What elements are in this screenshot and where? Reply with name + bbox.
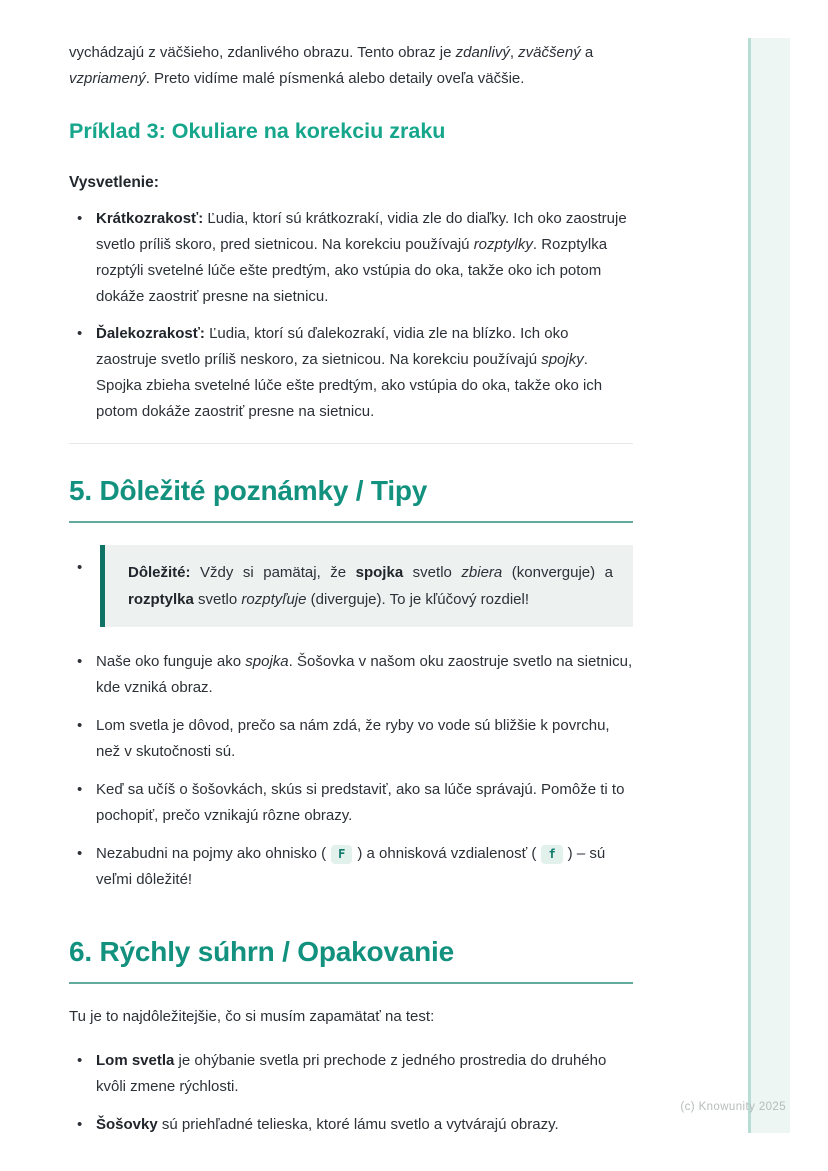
summary-lead: Tu je to najdôležitejšie, čo si musím zapamätať na test: — [69, 1008, 435, 1025]
tip-item-oko: • Naše oko funguje ako spojka. Šošovka v našom oku zaostruje svetlo na sietnicu, kde vzniká obraz. — [96, 649, 633, 701]
term-bold: Lom svetla — [96, 1052, 175, 1069]
summary-list — [69, 1048, 633, 1138]
summary-item-lom-svetla: • Lom svetla je ohýbanie svetla pri prechode z jedného prostredia do druhého kvôli zmene rýchlosti. — [96, 1048, 633, 1100]
tip-item-lom: • Lom svetla je dôvod, prečo sa nám zdá, že ryby vo vode sú bližšie k povrchu, než v skutočnosti sú. — [96, 713, 633, 765]
tip-item-pojmy: • Nezabudni na pojmy ako ohnisko ( F ) a ohnisková vzdialenosť ( f ) – sú veľmi dôležité! — [96, 841, 633, 893]
explanation-list — [69, 206, 633, 425]
code-chip-F: F — [331, 845, 352, 864]
list-item-kratkozrakost: • Krátkozrakosť: Ľudia, ktorí sú krátkozrakí, vidia zle do diaľky. Ich oko zaostruje svetlo príliš skoro, pred sietnicou. Na korekciu používajú rozptylky. Rozptylka rozptýli svetelné lúče ešte predtým, ako vstúpia do oka, takže oko ich potom dokáže zaostriť presne na sietnicu. — [96, 206, 633, 310]
term-bold: Šošovky — [96, 1116, 158, 1133]
intro-italic-vzpriameny: vzpriamený — [69, 70, 146, 87]
vysvetlenie-label: Vysvetlenie: — [69, 174, 159, 191]
code-chip-f: f — [541, 845, 562, 864]
callout-bold-spojka: spojka — [355, 564, 404, 581]
callout-list-item — [96, 545, 633, 627]
intro-text: vychádzajú z väčšieho, zdanlivého obrazu. Tento obraz je — [69, 44, 456, 61]
example3-heading: Príklad 3: Okuliare na korekciu zraku — [69, 119, 446, 143]
footer-credit: (c) Knowunity 2025 — [680, 1101, 786, 1113]
section5-heading: 5. Dôležité poznámky / Tipy — [69, 474, 633, 523]
intro-italic-zdanlivy: zdanlivý — [455, 44, 510, 61]
term-bold: Ďalekozrakosť: — [96, 325, 205, 342]
section6-heading: 6. Rýchly súhrn / Opakovanie — [69, 935, 633, 984]
document-content — [69, 0, 633, 1138]
intro-paragraph: vychádzajú z väčšieho, zdanlivého obrazu. Tento obraz je zdanlivý, zväčšený a vzpriamený. Preto vidíme malé písmenká alebo detaily oveľa väčšie. — [69, 44, 594, 87]
callout-bold-rozptylka: rozptylka — [128, 591, 194, 608]
tip-item-sosovky: • Keď sa učíš o šošovkách, skús si predstaviť, ako sa lúče správajú. Pomôže ti to pochopiť, prečo vznikajú rôzne obrazy. — [96, 777, 633, 829]
tips-list — [69, 649, 633, 893]
section-divider — [69, 443, 633, 444]
callout-bullet-wrapper — [69, 545, 633, 627]
list-item-dalekozrakost: • Ďalekozrakosť: Ľudia, ktorí sú ďalekozrakí, vidia zle na blízko. Ich oko zaostruje svetlo príliš neskoro, za sietnicou. Na korekciu používajú spojky. Spojka zbieha svetelné lúče ešte predtým, ako vstúpia do oka, takže oko ich potom dokáže zaostriť presne na sietnicu. — [96, 321, 633, 425]
intro-italic-zvacseny: zväčšený — [518, 44, 581, 61]
term-bold: Krátkozrakosť: — [96, 210, 204, 227]
side-accent-stripe — [748, 38, 790, 1133]
callout-bold-dolezite: Dôležité: — [128, 564, 191, 581]
important-callout: • Dôležité: Vždy si pamätaj, že spojka svetlo zbiera (konverguje) a rozptylka svetlo rozptyľuje (diverguje). To je kľúčový rozdiel! — [100, 545, 633, 627]
summary-item-sosovky: • Šošovky sú priehľadné telieska, ktoré lámu svetlo a vytvárajú obrazy. — [96, 1112, 633, 1138]
